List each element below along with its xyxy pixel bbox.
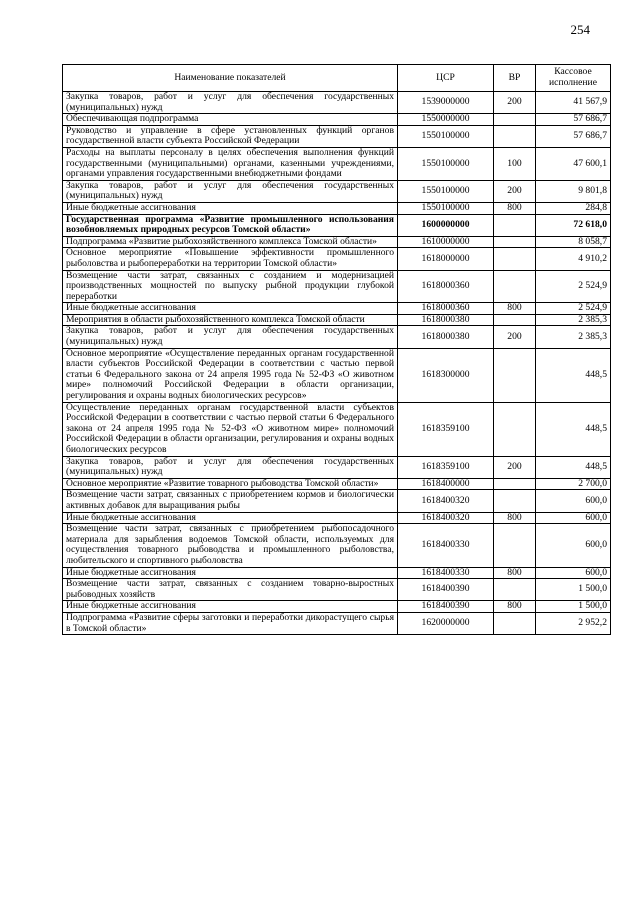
cell-csr: 1618400390 <box>398 601 494 613</box>
cell-sum: 41 567,9 <box>536 92 611 114</box>
cell-name: Основное мероприятие «Осуществление переданных органам государственной власти субъектов Российской Федерации в соответствии с частью первой статьи 6 Федерального закона от 24 апреля 1995 года № 52-ФЗ «О животном мире» полномочий Российской Федерации в области организации, регулирования и охраны водных биологических ресурсов» <box>63 348 398 402</box>
cell-name: Мероприятия в области рыбохозяйственного комплекса Томской области <box>63 314 398 326</box>
header-row <box>63 65 611 92</box>
table-row <box>63 478 611 490</box>
table-header <box>63 65 611 92</box>
cell-vr <box>494 612 536 634</box>
cell-sum: 2 524,9 <box>536 270 611 303</box>
cell-csr: 1550100000 <box>398 125 494 147</box>
table-row <box>63 402 611 456</box>
table-row <box>63 236 611 248</box>
cell-vr: 800 <box>494 567 536 579</box>
cell-name: Иные бюджетные ассигнования <box>63 567 398 579</box>
cell-csr: 1539000000 <box>398 92 494 114</box>
cell-csr: 1618400330 <box>398 524 494 567</box>
table-row <box>63 579 611 601</box>
cell-csr: 1550000000 <box>398 114 494 126</box>
table-row <box>63 92 611 114</box>
cell-name: Возмещение части затрат, связанных с приобретением кормов и биологически активных добавок для выращивания рыбы <box>63 490 398 512</box>
cell-vr: 200 <box>494 326 536 348</box>
cell-csr: 1600000000 <box>398 214 494 236</box>
cell-sum: 2 385,3 <box>536 326 611 348</box>
table-row <box>63 612 611 634</box>
cell-name: Осуществление переданных органам государственной власти субъектов Российской Федерации в соответствии с частью первой статьи 6 Федерального закона от 24 апреля 1995 года № 52-ФЗ «О животном мире» полномочий Российской Федерации в области организации, регулирования и охраны водных биологических ресурсов <box>63 402 398 456</box>
cell-sum: 9 801,8 <box>536 180 611 202</box>
cell-sum: 2 700,0 <box>536 478 611 490</box>
cell-name: Возмещение части затрат, связанных с приобретением рыбопосадочного материала для зарыбления водоемов Томской области, используемых для осуществления товарного рыбоводства и промышленного рыболовства, любительского и спортивного рыболовства <box>63 524 398 567</box>
cell-vr: 200 <box>494 180 536 202</box>
cell-vr <box>494 348 536 402</box>
cell-vr <box>494 125 536 147</box>
header-sum: Кассовое исполнение <box>536 65 611 92</box>
cell-name: Возмещение части затрат, связанных с созданием и модернизацией производственных мощностей по выпуску рыбной продукции глубокой переработки <box>63 270 398 303</box>
cell-vr: 200 <box>494 456 536 478</box>
cell-name: Закупка товаров, работ и услуг для обеспечения государственных (муниципальных) нужд <box>63 326 398 348</box>
cell-csr: 1618000360 <box>398 270 494 303</box>
cell-sum: 600,0 <box>536 524 611 567</box>
cell-csr: 1618400000 <box>398 478 494 490</box>
cell-sum: 8 058,7 <box>536 236 611 248</box>
cell-csr: 1620000000 <box>398 612 494 634</box>
cell-name: Закупка товаров, работ и услуг для обеспечения государственных (муниципальных) нужд <box>63 456 398 478</box>
cell-name: Подпрограмма «Развитие сферы заготовки и переработки дикорастущего сырья в Томской области» <box>63 612 398 634</box>
header-vr: ВР <box>494 65 536 92</box>
cell-sum: 57 686,7 <box>536 125 611 147</box>
table-row <box>63 214 611 236</box>
cell-vr <box>494 214 536 236</box>
cell-vr <box>494 490 536 512</box>
table-row <box>63 567 611 579</box>
cell-csr: 1550100000 <box>398 180 494 202</box>
page-number: 254 <box>570 22 590 37</box>
table-row <box>63 314 611 326</box>
cell-sum: 600,0 <box>536 490 611 512</box>
cell-name: Иные бюджетные ассигнования <box>63 303 398 315</box>
cell-csr: 1618400320 <box>398 490 494 512</box>
cell-csr: 1610000000 <box>398 236 494 248</box>
cell-csr: 1618400330 <box>398 567 494 579</box>
table-row <box>63 490 611 512</box>
table-row <box>63 270 611 303</box>
cell-name: Возмещение части затрат, связанных с созданием товарно-выростных рыбоводных хозяйств <box>63 579 398 601</box>
cell-csr: 1618000360 <box>398 303 494 315</box>
table-row <box>63 512 611 524</box>
cell-sum: 600,0 <box>536 512 611 524</box>
table-row <box>63 348 611 402</box>
cell-vr: 200 <box>494 92 536 114</box>
cell-csr: 1618000380 <box>398 314 494 326</box>
cell-name: Иные бюджетные ассигнования <box>63 202 398 214</box>
cell-csr: 1618400320 <box>398 512 494 524</box>
table-row <box>63 114 611 126</box>
budget-table <box>62 64 611 635</box>
cell-name: Основное мероприятие «Развитие товарного рыбоводства Томской области» <box>63 478 398 490</box>
cell-csr: 1618000380 <box>398 326 494 348</box>
table-row <box>63 303 611 315</box>
cell-vr: 800 <box>494 202 536 214</box>
cell-vr <box>494 248 536 270</box>
cell-sum: 2 524,9 <box>536 303 611 315</box>
cell-name: Руководство и управление в сфере установленных функций органов государственной власти субъекта Российской Федерации <box>63 125 398 147</box>
table-row <box>63 326 611 348</box>
cell-sum: 600,0 <box>536 567 611 579</box>
table-row <box>63 601 611 613</box>
cell-sum: 57 686,7 <box>536 114 611 126</box>
cell-name: Основное мероприятие «Повышение эффективности промышленного рыболовства и рыбопереработки на территории Томской области» <box>63 248 398 270</box>
cell-sum: 47 600,1 <box>536 147 611 180</box>
cell-name: Государственная программа «Развитие промышленного использования возобновляемых природных ресурсов Томской области» <box>63 214 398 236</box>
cell-sum: 72 618,0 <box>536 214 611 236</box>
table-row <box>63 125 611 147</box>
cell-name: Иные бюджетные ассигнования <box>63 512 398 524</box>
cell-csr: 1618000000 <box>398 248 494 270</box>
cell-sum: 1 500,0 <box>536 601 611 613</box>
cell-name: Обеспечивающая подпрограмма <box>63 114 398 126</box>
cell-csr: 1618359100 <box>398 402 494 456</box>
cell-sum: 284,8 <box>536 202 611 214</box>
table-row <box>63 180 611 202</box>
cell-vr <box>494 270 536 303</box>
table-row <box>63 524 611 567</box>
cell-name: Закупка товаров, работ и услуг для обеспечения государственных (муниципальных) нужд <box>63 180 398 202</box>
cell-vr: 800 <box>494 303 536 315</box>
header-csr: ЦСР <box>398 65 494 92</box>
cell-sum: 448,5 <box>536 402 611 456</box>
cell-sum: 2 952,2 <box>536 612 611 634</box>
header-name: Наименование показателей <box>63 65 398 92</box>
cell-csr: 1618400390 <box>398 579 494 601</box>
cell-vr <box>494 314 536 326</box>
cell-vr: 100 <box>494 147 536 180</box>
cell-sum: 4 910,2 <box>536 248 611 270</box>
cell-name: Расходы на выплаты персоналу в целях обеспечения выполнения функций государственными (муниципальными) органами, казенными учреждениями, органами управления государственными внебюджетными фондами <box>63 147 398 180</box>
cell-csr: 1618359100 <box>398 456 494 478</box>
cell-vr <box>494 236 536 248</box>
cell-csr: 1550100000 <box>398 202 494 214</box>
table-row <box>63 456 611 478</box>
cell-sum: 448,5 <box>536 456 611 478</box>
cell-csr: 1550100000 <box>398 147 494 180</box>
table-row <box>63 147 611 180</box>
cell-vr <box>494 524 536 567</box>
cell-vr <box>494 114 536 126</box>
table-row <box>63 248 611 270</box>
cell-name: Иные бюджетные ассигнования <box>63 601 398 613</box>
cell-vr <box>494 579 536 601</box>
cell-vr: 800 <box>494 601 536 613</box>
cell-name: Подпрограмма «Развитие рыбохозяйственного комплекса Томской области» <box>63 236 398 248</box>
cell-vr: 800 <box>494 512 536 524</box>
cell-sum: 448,5 <box>536 348 611 402</box>
table-body <box>63 92 611 635</box>
cell-sum: 1 500,0 <box>536 579 611 601</box>
cell-sum: 2 385,3 <box>536 314 611 326</box>
cell-name: Закупка товаров, работ и услуг для обеспечения государственных (муниципальных) нужд <box>63 92 398 114</box>
table-row <box>63 202 611 214</box>
cell-vr <box>494 478 536 490</box>
cell-csr: 1618300000 <box>398 348 494 402</box>
cell-vr <box>494 402 536 456</box>
